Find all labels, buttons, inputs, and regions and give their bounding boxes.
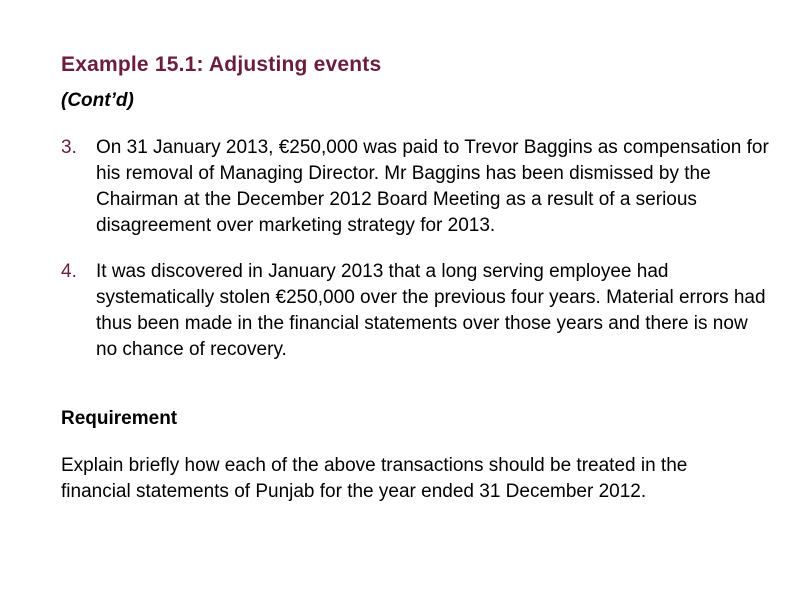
- list-item: [61, 135, 771, 239]
- page-subtitle: (Cont’d): [61, 90, 134, 111]
- list-item-text: It was discovered in January 2013 that a long serving employee had systematically stolen €250,000 over the previous four years. Material errors had thus been made in the financial statements over those years and there is now no chance of recovery.: [96, 261, 766, 360]
- numbered-list: [61, 135, 771, 383]
- list-item-number: 4.: [61, 261, 77, 282]
- page-title: Example 15.1: Adjusting events: [61, 53, 382, 76]
- list-item-number: 3.: [61, 137, 77, 158]
- requirement-heading: Requirement: [61, 408, 178, 429]
- list-item: [61, 259, 771, 363]
- list-item-text: On 31 January 2013, €250,000 was paid to Trevor Baggins as compensation for his removal of Managing Director. Mr Baggins has been dismissed by the Chairman at the December 2012 Board Meeting as a result of a serious disagreement over marketing strategy for 2013.: [96, 137, 769, 236]
- requirement-text: Explain briefly how each of the above transactions should be treated in the financial statements of Punjab for the year ended 31 December 2012.: [61, 455, 688, 502]
